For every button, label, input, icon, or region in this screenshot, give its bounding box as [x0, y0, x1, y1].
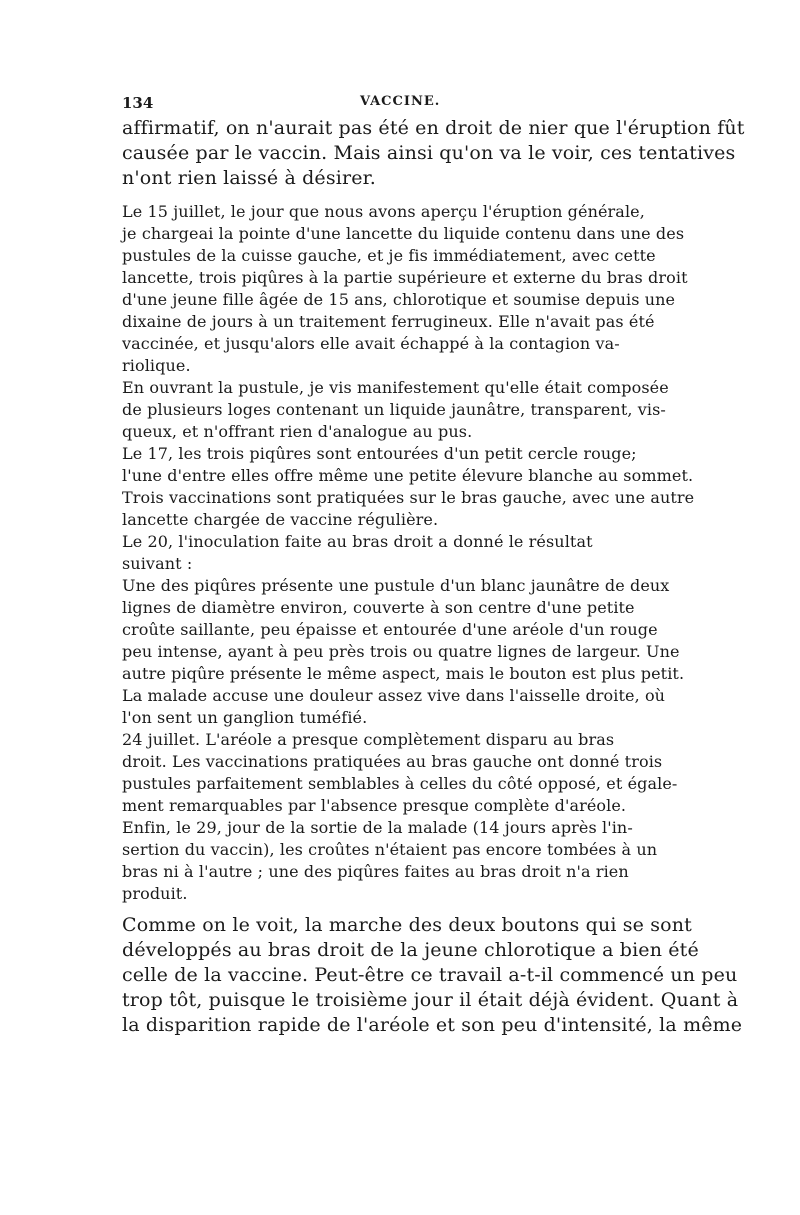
paragraph-8 [122, 817, 678, 905]
text-line: Une des piqûres présente une pustule d'un blanc jaunâtre de deux [122, 576, 670, 595]
text-line: n'ont rien laissé à désirer. [122, 167, 376, 189]
text-line: En ouvrant la pustule, je vis manifestement qu'elle était composée [122, 378, 669, 397]
text-line: trop tôt, puisque le troisième jour il était déjà évident. Quant à [122, 989, 739, 1011]
text-line: 24 juillet. L'aréole a presque complètement disparu au bras [122, 730, 615, 749]
text-line: peu intense, ayant à peu près trois ou quatre lignes de largeur. Une [122, 642, 680, 661]
paragraph-1 [122, 116, 745, 191]
page-number: 134 [122, 94, 154, 112]
text-line: lignes de diamètre environ, couverte à son centre d'une petite [122, 598, 635, 617]
text-line: La malade accuse une douleur assez vive dans l'aisselle droite, où [122, 686, 666, 705]
text-line: autre piqûre présente le même aspect, mais le bouton est plus petit. [122, 664, 685, 683]
text-line: affirmatif, on n'aurait pas été en droit de nier que l'éruption fût [122, 117, 745, 139]
text-line: Le 20, l'inoculation faite au bras droit a donné le résultat [122, 532, 593, 551]
text-line: dixaine de jours à un traitement ferrugineux. Elle n'avait pas été [122, 312, 655, 331]
text-line: l'on sent un ganglion tuméfié. [122, 708, 368, 727]
text-line: queux, et n'offrant rien d'analogue au pus. [122, 422, 473, 441]
text-line: Comme on le voit, la marche des deux boutons qui se sont [122, 914, 692, 936]
text-line: de plusieurs loges contenant un liquide jaunâtre, transparent, vis- [122, 400, 666, 419]
text-line: causée par le vaccin. Mais ainsi qu'on va le voir, ces tentatives [122, 142, 736, 164]
paragraph-2 [122, 201, 688, 377]
text-line: l'une d'entre elles offre même une petite élevure blanche au sommet. [122, 466, 694, 485]
text-line: d'une jeune fille âgée de 15 ans, chlorotique et soumise depuis une [122, 290, 676, 309]
text-line: droit. Les vaccinations pratiquées au bras gauche ont donné trois [122, 752, 663, 771]
text-line: suivant : [122, 554, 193, 573]
paragraph-5 [122, 531, 678, 575]
text-line: la disparition rapide de l'aréole et son peu d'intensité, la même [122, 1014, 743, 1036]
book-page [122, 94, 745, 1038]
text-line: lancette chargée de vaccine régulière. [122, 510, 439, 529]
text-line: bras ni à l'autre ; une des piqûres faites au bras droit n'a rien [122, 862, 629, 881]
text-line: Le 17, les trois piqûres sont entourées d'un petit cercle rouge; [122, 444, 637, 463]
page-header [122, 94, 678, 116]
text-line: produit. [122, 884, 188, 903]
paragraph-3 [122, 377, 678, 443]
text-line: Enfin, le 29, jour de la sortie de la malade (14 jours après l'in- [122, 818, 633, 837]
text-line: ment remarquables par l'absence presque complète d'aréole. [122, 796, 627, 815]
text-line: riolique. [122, 356, 191, 375]
paragraph-9 [122, 913, 743, 1038]
paragraph-6 [122, 575, 685, 729]
text-line: développés au bras droit de la jeune chlorotique a bien été [122, 939, 699, 961]
text-line: croûte saillante, peu épaisse et entourée d'une aréole d'un rouge [122, 620, 658, 639]
text-line: sertion du vaccin), les croûtes n'étaient pas encore tombées à un [122, 840, 658, 859]
text-line: Trois vaccinations sont pratiquées sur le bras gauche, avec une autre [122, 488, 695, 507]
running-title: VACCINE. [360, 94, 441, 109]
paragraph-4 [122, 443, 695, 531]
paragraph-7 [122, 729, 678, 817]
text-line: pustules de la cuisse gauche, et je fis immédiatement, avec cette [122, 246, 656, 265]
text-line: Le 15 juillet, le jour que nous avons aperçu l'éruption générale, [122, 202, 645, 221]
text-line: lancette, trois piqûres à la partie supérieure et externe du bras droit [122, 268, 688, 287]
text-line: celle de la vaccine. Peut-être ce travail a-t-il commencé un peu [122, 964, 738, 986]
text-line: vaccinée, et jusqu'alors elle avait échappé à la contagion va- [122, 334, 620, 353]
text-line: pustules parfaitement semblables à celles du côté opposé, et égale- [122, 774, 678, 793]
text-line: je chargeai la pointe d'une lancette du liquide contenu dans une des [122, 224, 685, 243]
